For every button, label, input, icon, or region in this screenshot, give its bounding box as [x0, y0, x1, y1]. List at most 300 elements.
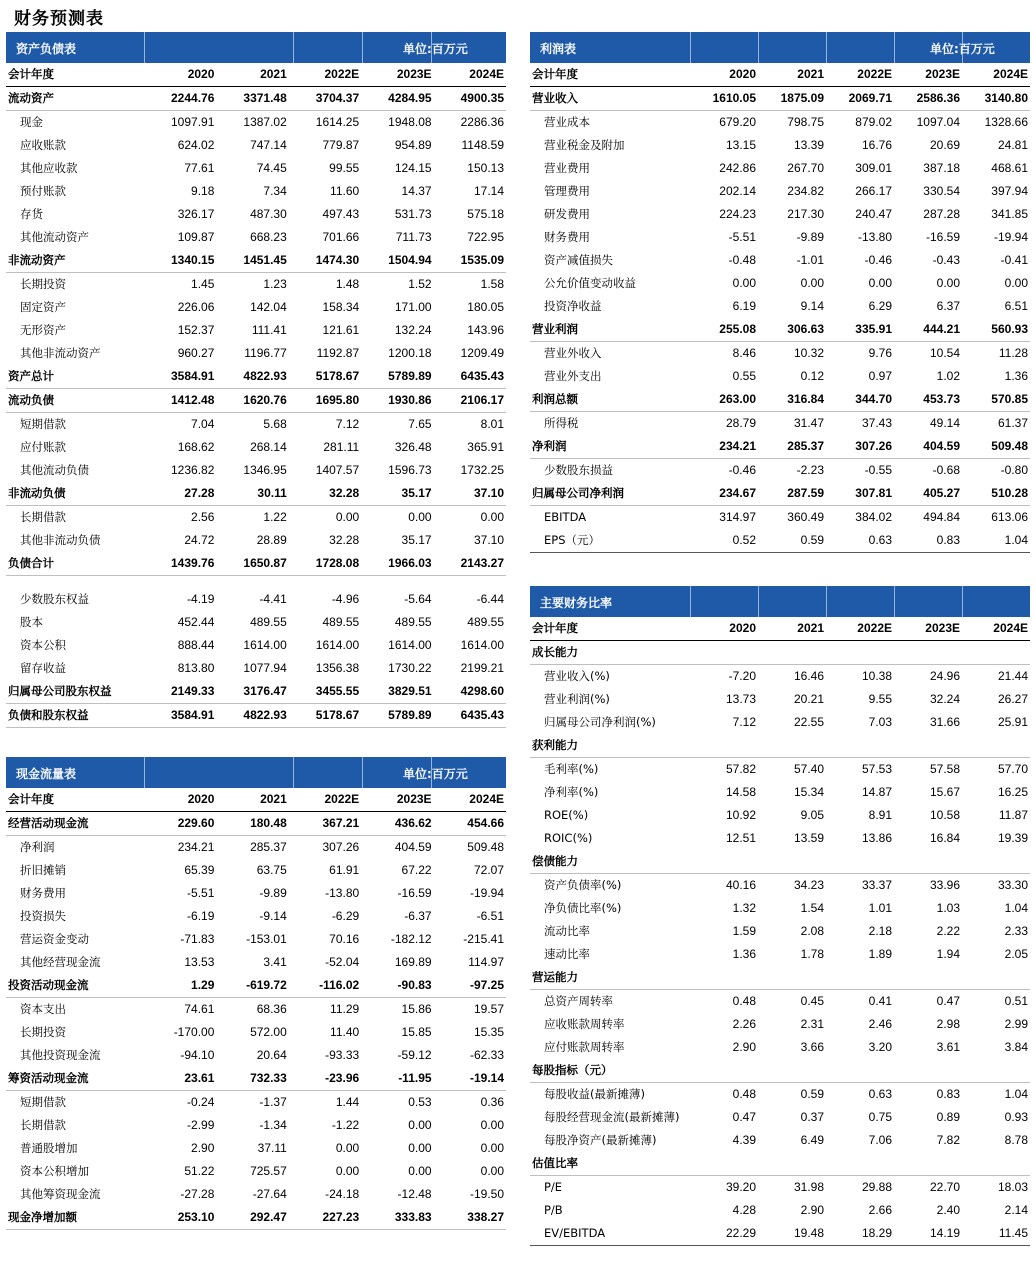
value-cell: 0.59 [800, 1087, 824, 1101]
value-cell: 1.78 [800, 947, 824, 961]
table-row [6, 111, 506, 135]
value-cell: -6.29 [331, 909, 360, 923]
value-cell: 5789.89 [361, 704, 433, 728]
ratios-table [530, 617, 1030, 1246]
value-cell: 111.41 [251, 323, 287, 337]
column-header-label: 会计年度 [6, 63, 144, 87]
value-cell: 1.94 [936, 947, 960, 961]
row-label: 资产负债率(%) [544, 878, 622, 892]
table-row [6, 588, 506, 611]
value-cell: 2.26 [732, 1017, 756, 1031]
row-label: 归属母公司股东权益 [6, 680, 144, 704]
value-cell: 1407.57 [315, 463, 360, 477]
income-statement-header [530, 32, 1030, 63]
value-cell: 560.93 [962, 318, 1030, 342]
value-cell: 813.80 [177, 661, 215, 675]
table-end-rule [6, 1230, 506, 1231]
column-header-label: 会计年度 [6, 788, 144, 812]
value-cell: -4.96 [331, 592, 360, 606]
value-cell: -6.44 [476, 592, 504, 606]
value-cell: 12.51 [725, 831, 756, 845]
value-cell: 267.70 [787, 161, 824, 175]
value-cell: 180.48 [216, 812, 288, 836]
row-label: 利润总额 [530, 388, 690, 412]
value-cell: 367.21 [289, 812, 361, 836]
value-cell: 22.29 [725, 1226, 756, 1240]
value-cell: 0.00 [335, 510, 360, 524]
row-label: 固定资产 [20, 300, 66, 314]
value-cell: -0.41 [1000, 253, 1028, 267]
value-cell: 1.01 [868, 901, 892, 915]
value-cell: 0.83 [936, 533, 960, 547]
value-cell: 0.75 [868, 1110, 892, 1124]
table-row [530, 665, 1030, 689]
value-cell: 2286.36 [460, 115, 504, 129]
value-cell: 0.55 [732, 369, 756, 383]
value-cell: 6.51 [1004, 299, 1028, 313]
value-cell: 67.22 [401, 863, 432, 877]
value-cell: 0.52 [732, 533, 756, 547]
table-row [530, 249, 1030, 272]
value-cell: 253.10 [144, 1206, 216, 1230]
value-cell: 13.15 [725, 138, 756, 152]
balance-sheet-unit: 单位:百万元 [403, 42, 468, 56]
row-label: 投资活动现金流 [6, 974, 144, 998]
value-cell: 668.23 [250, 230, 287, 244]
column-header-year: 2022E [826, 63, 894, 87]
row-label: 归属母公司净利润(%) [544, 715, 656, 729]
value-cell: 1340.15 [144, 249, 216, 273]
value-cell: 6435.43 [434, 365, 506, 389]
row-label: 其他应收款 [20, 161, 78, 175]
value-cell: 19.39 [997, 831, 1028, 845]
value-cell: -9.89 [259, 886, 287, 900]
value-cell: -13.80 [857, 230, 892, 244]
row-label: 营业费用 [544, 161, 590, 175]
table-row [530, 804, 1030, 827]
value-cell: 171.00 [394, 300, 432, 314]
row-label: 其他流动资产 [20, 230, 89, 244]
value-cell: 489.55 [467, 615, 504, 629]
value-cell: -16.59 [397, 886, 432, 900]
value-cell: -2.99 [187, 1118, 215, 1132]
value-cell: 333.83 [361, 1206, 433, 1230]
value-cell: -1.34 [259, 1118, 287, 1132]
row-label: ROE(%) [544, 808, 589, 822]
value-cell: 57.40 [793, 762, 824, 776]
value-cell: -9.14 [259, 909, 287, 923]
value-cell: 384.02 [855, 510, 892, 524]
value-cell: 2.46 [868, 1017, 892, 1031]
row-label: 营业成本 [544, 115, 590, 129]
value-cell: 1.04 [1004, 1087, 1028, 1101]
value-cell: 0.00 [408, 510, 432, 524]
value-cell: 1.04 [1004, 901, 1028, 915]
value-cell: 0.00 [408, 1164, 432, 1178]
row-label: 长期投资 [20, 1025, 66, 1039]
value-cell: -1.01 [796, 253, 824, 267]
value-cell: 2.66 [868, 1203, 892, 1217]
section-row [530, 850, 1030, 874]
value-cell: 2.90 [732, 1040, 756, 1054]
table-row [530, 459, 1030, 483]
value-cell: 24.81 [997, 138, 1028, 152]
value-cell: 6435.43 [434, 704, 506, 728]
row-label: 应付账款周转率 [544, 1040, 625, 1054]
section-row [530, 641, 1030, 665]
value-cell: 404.59 [894, 435, 962, 459]
value-cell: 33.96 [929, 878, 960, 892]
row-label: P/B [544, 1203, 563, 1217]
value-cell: -13.80 [325, 886, 360, 900]
value-cell: 51.22 [184, 1164, 215, 1178]
value-cell: 1930.86 [361, 389, 433, 413]
row-label: 其他筹资现金流 [20, 1187, 101, 1201]
row-label: 毛利率(%) [544, 762, 599, 776]
value-cell: 70.16 [329, 932, 360, 946]
table-row [530, 1176, 1030, 1200]
value-cell: 1439.76 [144, 552, 216, 576]
value-cell: 6.49 [800, 1133, 824, 1147]
value-cell: 168.62 [177, 440, 215, 454]
value-cell: 1614.00 [243, 638, 287, 652]
value-cell: 1.45 [191, 277, 215, 291]
value-cell: 0.00 [335, 1164, 360, 1178]
table-row [530, 295, 1030, 318]
column-header-row [6, 63, 506, 87]
value-cell: 13.59 [793, 831, 824, 845]
table-end-line [6, 1230, 506, 1231]
table-row [6, 657, 506, 680]
value-cell: 1196.77 [244, 346, 287, 360]
value-cell: 31.66 [929, 715, 960, 729]
value-cell: 3455.55 [289, 680, 361, 704]
value-cell: 13.53 [184, 955, 215, 969]
table-end-line [530, 553, 1030, 554]
value-cell: 453.73 [894, 388, 962, 412]
value-cell: 37.43 [861, 416, 892, 430]
value-cell: 1.22 [263, 510, 287, 524]
row-label: 营运资金变动 [20, 932, 89, 946]
cash-flow-title: 现金流量表 [16, 767, 77, 781]
value-cell: -5.64 [404, 592, 432, 606]
column-header-year: 2020 [690, 63, 758, 87]
value-cell: 2.98 [936, 1017, 960, 1031]
value-cell: 2069.71 [826, 87, 894, 111]
value-cell: 16.25 [997, 785, 1028, 799]
table-row [6, 180, 506, 203]
value-cell: -215.41 [463, 932, 504, 946]
value-cell: 7.65 [408, 417, 432, 431]
column-header-year: 2023E [361, 788, 433, 812]
value-cell: 1451.45 [216, 249, 288, 273]
value-cell: 1614.00 [460, 638, 504, 652]
total-row [6, 87, 506, 111]
balance-sheet-title: 资产负债表 [16, 42, 77, 56]
table-row [530, 874, 1030, 898]
column-header-year: 2024E [434, 788, 506, 812]
row-label: P/E [544, 1180, 563, 1194]
value-cell: -9.89 [796, 230, 824, 244]
value-cell: 0.47 [936, 994, 960, 1008]
value-cell: -52.04 [325, 955, 360, 969]
value-cell: 0.00 [480, 1118, 504, 1132]
table-row [530, 134, 1030, 157]
value-cell: 11.60 [330, 184, 360, 198]
value-cell: 330.54 [923, 184, 960, 198]
value-cell: 234.21 [690, 435, 758, 459]
value-cell: 0.12 [800, 369, 824, 383]
row-label: 其他流动负债 [20, 463, 89, 477]
value-cell: -5.51 [187, 886, 215, 900]
value-cell: 1.32 [732, 901, 756, 915]
section-label: 偿债能力 [530, 850, 1030, 874]
value-cell: 1200.18 [388, 346, 432, 360]
value-cell: 3704.37 [289, 87, 361, 111]
table-row [6, 836, 506, 860]
value-cell: 57.70 [997, 762, 1028, 776]
value-cell: 0.63 [868, 1087, 892, 1101]
table-row [6, 296, 506, 319]
value-cell: 7.82 [936, 1133, 960, 1147]
value-cell: 29.88 [861, 1180, 892, 1194]
row-label: 留存收益 [20, 661, 66, 675]
table-row [6, 319, 506, 342]
row-label: 财务费用 [20, 886, 66, 900]
value-cell: -0.48 [728, 253, 756, 267]
row-label: 资本公积增加 [20, 1164, 89, 1178]
value-cell: 13.73 [725, 692, 756, 706]
value-cell: -90.83 [361, 974, 433, 998]
table-row [530, 1083, 1030, 1107]
value-cell: 35.17 [401, 533, 432, 547]
total-row [6, 552, 506, 576]
table-row [530, 711, 1030, 734]
value-cell: 307.81 [826, 482, 894, 506]
value-cell: 1356.38 [315, 661, 360, 675]
value-cell: 16.76 [861, 138, 892, 152]
value-cell: 11.45 [998, 1226, 1028, 1240]
ratios-panel [530, 586, 1030, 1246]
table-row [530, 111, 1030, 135]
value-cell: 1.36 [1004, 369, 1028, 383]
value-cell: 234.21 [177, 840, 215, 854]
table-row [6, 1091, 506, 1115]
table-row [530, 920, 1030, 943]
value-cell: 444.21 [894, 318, 962, 342]
value-cell: 3584.91 [144, 365, 216, 389]
value-cell: 37.11 [257, 1141, 287, 1155]
value-cell: -62.33 [469, 1048, 504, 1062]
value-cell: 1192.87 [316, 346, 360, 360]
value-cell: -116.02 [289, 974, 361, 998]
value-cell: -0.68 [932, 463, 960, 477]
value-cell: 7.03 [868, 715, 892, 729]
table-row [530, 1106, 1030, 1129]
value-cell: 169.89 [394, 955, 432, 969]
row-label: 负债和股东权益 [6, 704, 144, 728]
value-cell: 2.90 [191, 1141, 215, 1155]
table-row [6, 459, 506, 482]
value-cell: 99.55 [329, 161, 360, 175]
value-cell: 570.85 [962, 388, 1030, 412]
value-cell: 314.97 [719, 510, 756, 524]
value-cell: 3176.47 [216, 680, 288, 704]
total-row [530, 388, 1030, 412]
table-row [530, 897, 1030, 920]
income-statement-panel [530, 32, 1030, 553]
table-row [530, 1013, 1030, 1036]
income-statement-unit: 单位:百万元 [930, 42, 995, 56]
ratios-title: 主要财务比率 [540, 596, 613, 610]
value-cell: 2.90 [800, 1203, 824, 1217]
row-label: 应收账款 [20, 138, 66, 152]
value-cell: 292.47 [216, 1206, 288, 1230]
value-cell: 0.00 [1004, 276, 1028, 290]
value-cell: 152.37 [177, 323, 215, 337]
value-cell: 1504.94 [361, 249, 433, 273]
table-row [6, 1044, 506, 1067]
value-cell: 74.45 [256, 161, 287, 175]
value-cell: 28.79 [725, 416, 756, 430]
section-row [530, 966, 1030, 990]
value-cell: 0.37 [800, 1110, 824, 1124]
value-cell: 8.46 [732, 346, 756, 360]
value-cell: 15.34 [793, 785, 824, 799]
value-cell: 2.56 [191, 510, 215, 524]
row-label: 长期借款 [20, 510, 66, 524]
total-row [530, 318, 1030, 342]
value-cell: 5789.89 [361, 365, 433, 389]
value-cell: -24.18 [325, 1187, 360, 1201]
table-end-rule [530, 1246, 1030, 1247]
value-cell: 31.98 [793, 1180, 824, 1194]
value-cell: -93.33 [325, 1048, 360, 1062]
row-label: 其他投资现金流 [20, 1048, 101, 1062]
value-cell: 404.59 [394, 840, 432, 854]
row-label: 净利润 [530, 435, 690, 459]
value-cell: 37.10 [473, 533, 504, 547]
value-cell: 316.84 [758, 388, 826, 412]
value-cell: 489.55 [250, 615, 287, 629]
value-cell: 1966.03 [361, 552, 433, 576]
row-label: 营业利润 [530, 318, 690, 342]
table-row [530, 412, 1030, 436]
value-cell: 4284.95 [361, 87, 433, 111]
value-cell: 489.55 [322, 615, 360, 629]
value-cell: 0.97 [868, 369, 892, 383]
row-label: 资产总计 [6, 365, 144, 389]
value-cell: 1.89 [868, 947, 892, 961]
value-cell: 15.35 [473, 1025, 504, 1039]
value-cell: -12.48 [397, 1187, 432, 1201]
value-cell: 234.82 [787, 184, 824, 198]
table-row [6, 859, 506, 882]
value-cell: -1.37 [259, 1095, 287, 1109]
value-cell: 0.00 [868, 276, 892, 290]
row-label: 非流动负债 [6, 482, 144, 506]
row-label: 应收账款周转率 [544, 1017, 625, 1031]
value-cell: 531.73 [394, 207, 432, 221]
row-label: 应付账款 [20, 440, 66, 454]
row-label: 其他经营现金流 [20, 955, 101, 969]
value-cell: 306.63 [758, 318, 826, 342]
value-cell: 13.39 [793, 138, 824, 152]
value-cell: 489.55 [394, 615, 432, 629]
value-cell: 2.08 [800, 924, 824, 938]
row-label: 财务费用 [544, 230, 590, 244]
value-cell: 224.23 [719, 207, 756, 221]
row-label: 所得税 [544, 416, 579, 430]
value-cell: 24.96 [929, 669, 960, 683]
value-cell: 49.14 [929, 416, 960, 430]
row-label: 股本 [20, 615, 43, 629]
row-label: 资产减值损失 [544, 253, 613, 267]
value-cell: 9.14 [800, 299, 824, 313]
row-label: 营业外收入 [544, 346, 602, 360]
value-cell: 6.37 [936, 299, 960, 313]
column-header-year: 2021 [216, 63, 288, 87]
value-cell: 1875.09 [758, 87, 826, 111]
row-label: 短期借款 [20, 417, 66, 431]
value-cell: 2.40 [936, 1203, 960, 1217]
table-row [530, 226, 1030, 249]
row-label: 每股净资产(最新摊薄) [544, 1133, 657, 1147]
total-row [6, 704, 506, 728]
value-cell: 405.27 [894, 482, 962, 506]
value-cell: 4.28 [732, 1203, 756, 1217]
value-cell: 0.93 [1004, 1110, 1028, 1124]
value-cell: 454.66 [434, 812, 506, 836]
value-cell: 10.92 [725, 808, 756, 822]
value-cell: -94.10 [180, 1048, 215, 1062]
value-cell: -59.12 [397, 1048, 432, 1062]
cash-flow-unit: 单位:百万元 [403, 767, 468, 781]
value-cell: 33.30 [997, 878, 1028, 892]
value-cell: 509.48 [467, 840, 504, 854]
value-cell: 1474.30 [289, 249, 361, 273]
value-cell: 8.01 [480, 417, 504, 431]
row-label: 净利润 [20, 840, 55, 854]
value-cell: 25.91 [997, 715, 1028, 729]
total-row [530, 482, 1030, 506]
ratios-header [530, 586, 1030, 617]
spacer-row [6, 576, 506, 589]
value-cell: -5.51 [728, 230, 756, 244]
value-cell: -16.59 [925, 230, 960, 244]
value-cell: 114.97 [468, 955, 504, 969]
value-cell: 4.39 [732, 1133, 756, 1147]
value-cell: 1236.82 [171, 463, 215, 477]
value-cell: 2.18 [868, 924, 892, 938]
value-cell: 0.45 [800, 994, 824, 1008]
table-row [530, 1036, 1030, 1059]
value-cell: 732.33 [216, 1067, 288, 1091]
value-cell: 23.61 [144, 1067, 216, 1091]
table-row [6, 882, 506, 905]
row-label: EPS（元） [544, 533, 601, 547]
value-cell: 3584.91 [144, 704, 216, 728]
value-cell: 3829.51 [361, 680, 433, 704]
row-label: 经营活动现金流 [6, 812, 144, 836]
value-cell: 240.47 [855, 207, 892, 221]
value-cell: 1.03 [936, 901, 960, 915]
table-row [6, 905, 506, 928]
value-cell: 285.37 [250, 840, 287, 854]
table-row [530, 272, 1030, 295]
row-label: 普通股增加 [20, 1141, 78, 1155]
value-cell: 360.49 [787, 510, 824, 524]
